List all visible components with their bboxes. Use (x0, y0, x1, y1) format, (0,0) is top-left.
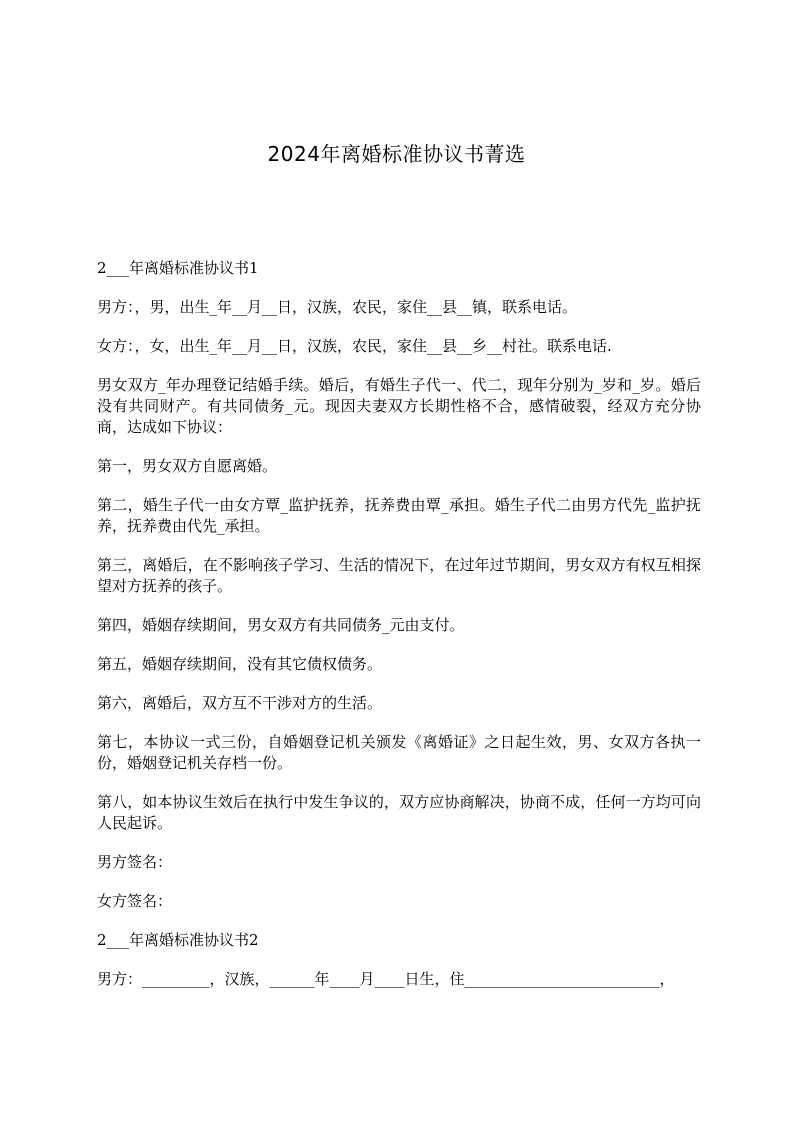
clause-7: 第七，本协议一式三份，自婚姻登记机关颁发《离婚证》之日起生效，男、女双方各执一份，婚姻登记机关存档一份。 (97, 733, 701, 772)
clause-1: 第一，男女双方自愿离婚。 (97, 457, 278, 475)
paragraph-male-party: 男方：，男，出生_年__月__日，汉族，农民，家住__县__镇，联系电话。 (97, 298, 578, 316)
clause-3: 第三，离婚后，在不影响孩子学习、生活的情况下，在过年过节期间，男女双方有权互相探望对方抚养的孩子。 (97, 556, 701, 595)
female-signature-line: 女方签名： (97, 892, 173, 910)
paragraph-background: 男女双方_年办理登记结婚手续。婚后，有婚生子代一、代二，现年分别为_岁和_岁。婚后没有共同财产。有共同债务_元。现因夫妻双方长期性格不合，感情破裂，经双方充分协商，达成如下协议： (97, 376, 701, 436)
clause-4: 第四，婚姻存续期间，男女双方有共同债务_元由支付。 (97, 616, 465, 634)
clause-8: 第八，如本协议生效后在执行中发生争议的，双方应协商解决，协商不成，任何一方均可向人民起诉。 (97, 793, 701, 832)
male-signature-line: 男方签名： (97, 853, 173, 871)
clause-5: 第五，婚姻存续期间，没有其它债权债务。 (97, 655, 383, 673)
section-heading-1: 2___年离婚标准协议书1 (97, 259, 259, 277)
document-body (97, 258, 701, 1008)
paragraph-male-party-2: 男方：_________，汉族，______年____月____日生，住__________________________， (97, 970, 675, 988)
clause-2: 第二，婚生子代一由女方覃_监护抚养，抚养费由覃_承担。婚生子代二由男方代先_监护抚养，抚养费由代先_承担。 (97, 496, 701, 535)
clause-6: 第六，离婚后，双方互不干涉对方的生活。 (97, 694, 383, 712)
section-heading-2: 2___年离婚标准协议书2 (97, 931, 259, 949)
document-title: 2024年离婚标准协议书菁选 (267, 142, 526, 166)
paragraph-female-party: 女方：，女，出生_年__月__日，汉族，农民，家住__县__乡__村社。联系电话. (97, 337, 612, 355)
